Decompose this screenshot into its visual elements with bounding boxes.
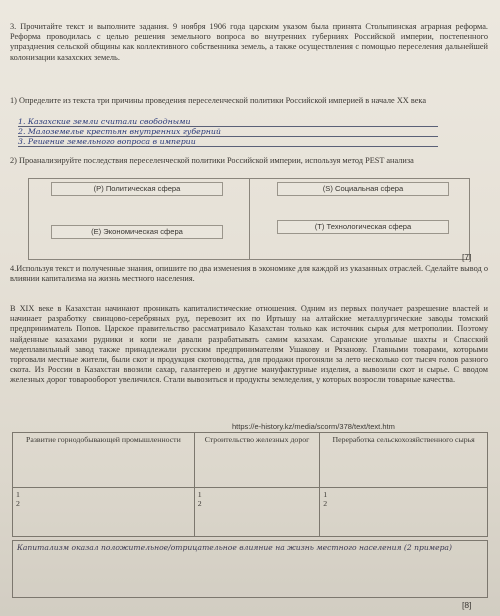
handwritten-answer-3: 3. Решение земельного вопроса в империи [18,137,438,147]
pest-analysis-box [28,178,470,260]
pest-technological: (T) Технологическая сфера [277,220,449,234]
conclusion-box [12,540,488,598]
column-mining: Развитие горнодобывающей промышленности [13,433,195,488]
handwritten-answer-2: 2. Малоземелье крестьян внутренних губерний [18,127,438,137]
task3-question2: 2) Проанализируйте последствия переселенческой политики Российской империи, используя метод PEST анализа [10,156,414,165]
pest-divider [249,179,250,259]
conclusion-prompt: Капитализм оказал положительное/отрицательное влияние на жизнь местного населения (2 примера) [17,543,452,552]
cell-railways-numbers: 1 2 [194,488,319,537]
cell-mining-numbers: 1 2 [13,488,195,537]
task4-score: [8] [462,600,472,610]
task3-score: [7] [462,252,472,262]
task3-question1: 1) Определите из текста три причины проведения переселенческой политики Российской империей в начале XX века [10,96,427,105]
source-url: https://e-history.kz/media/scorm/378/text/text.htm [232,422,395,431]
cell-processing-numbers: 1 2 [320,488,488,537]
economy-table [12,432,488,537]
task4-passage: В XIX веке в Казахстан начинают проникать капиталистические отношения. Одним из первых получает разрешение властей и начинает разработку свинцово-серебряных руд, перевозит их по Иртышу на алтайские металлургические заводы томский предприниматель Попов. Царское правительство рассматривало Казахстан только как источник сырья для метрополии. Поэтому найденные казахами рудники и копи не давали разрабатывать самим казахам. Саранские угольные шахты и Спасский медеплавильный завод также принадлежали русским предпринимателям Ушакову и Рязанову. Главными товарами, которыми торговали местные жители, были скот и продукция скотоводства, для продажи прогоняли за лето несколько сот тысяч голов разного скота. Из России в Казахстан ввозили сахар, галантерею и другие мануфактурные изделия, а вывозили скот и сырье. С вводом железных дорог товарооборот увеличился. Стали вывозиться и продукты земледелия, у которых возросли товарные качества. [10,304,488,385]
pest-economic: (E) Экономическая сфера [51,225,223,239]
column-railways: Строительство железных дорог [194,433,319,488]
task3-intro: 3. Прочитайте текст и выполните задания. 9 ноября 1906 года царским указом была принята Столыпинская аграрная реформа. Реформа проводилась с целью решения земельного вопроса во внутренних губерниях Российской империи, постепенного упразднения сельской общины как коллективного собственника земель, а также осуществления с помощью переселения дальнейшей колонизации казахских земель. [10,22,488,62]
pest-political: (P) Политическая сфера [51,182,223,196]
pest-social: (S) Социальная сфера [277,182,449,196]
handwritten-answer-1: 1. Казахские земли считали свободными [18,117,438,127]
column-processing: Переработка сельскохозяйственного сырья [320,433,488,488]
task4-intro: 4.Используя текст и полученные знания, опишите по два изменения в экономике для каждой из указанных отраслей. Сделайте вывод о влиянии капитализма на жизнь местного населения. [10,264,488,284]
